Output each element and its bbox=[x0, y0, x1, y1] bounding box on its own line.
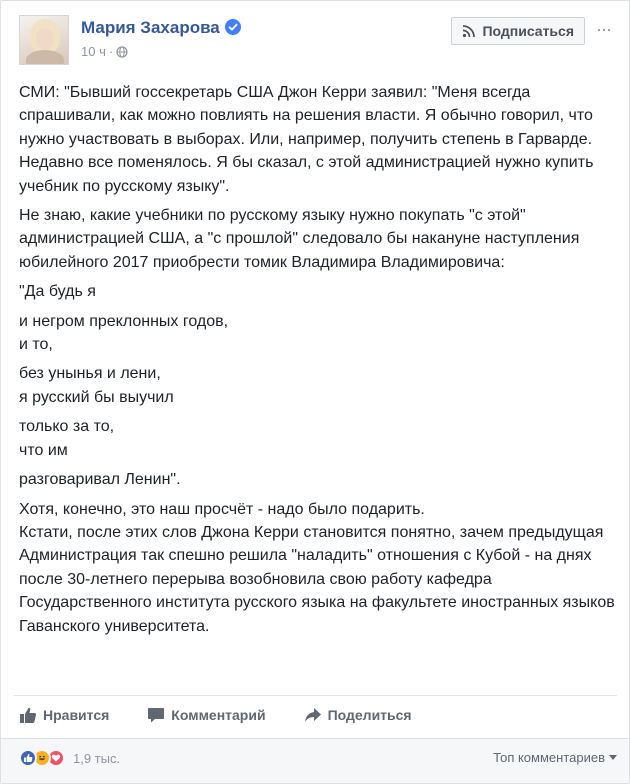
poem-stanza bbox=[19, 362, 615, 409]
post-paragraph: СМИ: "Бывший госсекретарь США Джон Керри заявил: "Меня всегда спрашивали, как можно повлиять на решения власти. Я обычно говорил, что нужно участвовать в выборах. Или, например, получить степень в Гарварде. Недавно все поменялось. Я бы сказал, с этой администрацией нужно купить учебник по русскому языку". bbox=[19, 84, 594, 195]
rss-icon bbox=[462, 24, 476, 38]
reactions-count[interactable]: 1,9 тыс. bbox=[73, 750, 121, 766]
subscribe-label: Подписаться bbox=[482, 23, 574, 39]
top-comments-dropdown[interactable] bbox=[493, 750, 617, 765]
top-comments-label: Топ комментариев bbox=[493, 750, 605, 765]
reactions-bar bbox=[1, 738, 629, 783]
share-label: Поделиться bbox=[327, 707, 412, 723]
post-actions bbox=[13, 698, 617, 732]
like-label: Нравится bbox=[43, 707, 110, 723]
globe-icon[interactable] bbox=[116, 46, 128, 58]
poem-line: "Да будь я bbox=[19, 283, 96, 301]
post-paragraph bbox=[19, 498, 615, 638]
post-header bbox=[19, 15, 611, 65]
poem-line: что им bbox=[19, 441, 68, 459]
caret-down-icon bbox=[609, 755, 617, 761]
actions-divider bbox=[13, 695, 617, 696]
share-button[interactable] bbox=[304, 706, 412, 724]
poem-line: и негром преклонных годов, bbox=[19, 312, 229, 330]
poem-stanza bbox=[19, 468, 615, 491]
author-name[interactable]: Мария Захарова bbox=[81, 18, 220, 37]
post-timestamp[interactable]: 10 ч bbox=[81, 44, 106, 59]
like-button[interactable] bbox=[19, 706, 109, 724]
post-paragraph: Не знаю, какие учебники по русскому языку нужно покупать "с этой" администрацией США, а "с прошлой" следовало бы накануне наступления юбилейного 2017 приобрести томик Владимира Владимировича: bbox=[19, 207, 580, 271]
comment-label: Комментарий bbox=[171, 707, 266, 723]
poem-line: только за то, bbox=[19, 418, 115, 436]
author-name-row bbox=[81, 18, 241, 38]
closing-line: Кстати, после этих слов Джона Керри становится понятно, зачем предыдущая Администрация так спешно решила "наладить" отношения с Кубой - на днях после 30-летнего перерыва возобновила свою работу кафедра Государственного института русского языка на факультете иностранных языков Гаванского университета. bbox=[19, 523, 615, 635]
post-text bbox=[19, 81, 615, 644]
poem-stanza bbox=[19, 415, 615, 462]
comment-button[interactable] bbox=[147, 706, 265, 724]
more-options-icon[interactable]: ··· bbox=[596, 19, 611, 39]
poem-stanza bbox=[19, 310, 615, 357]
poem-line: разговаривал Ленин". bbox=[19, 471, 181, 489]
verified-badge-icon bbox=[225, 19, 241, 35]
post-meta bbox=[81, 44, 128, 59]
closing-line: Хотя, конечно, это наш просчёт - надо было подарить. bbox=[19, 500, 425, 518]
comment-icon bbox=[147, 706, 165, 724]
thumbs-up-icon bbox=[19, 706, 37, 724]
reactions-summary[interactable] bbox=[19, 749, 120, 767]
poem-line: я русский бы выучил bbox=[19, 388, 174, 406]
meta-separator: · bbox=[108, 44, 114, 59]
share-arrow-icon bbox=[304, 706, 322, 724]
poem-line: без унынья и лени, bbox=[19, 365, 161, 383]
poem-stanza bbox=[19, 280, 615, 303]
subscribe-button[interactable] bbox=[451, 17, 585, 45]
author-avatar[interactable] bbox=[19, 15, 69, 65]
like-icon bbox=[19, 749, 37, 767]
poem-line: и то, bbox=[19, 336, 53, 354]
